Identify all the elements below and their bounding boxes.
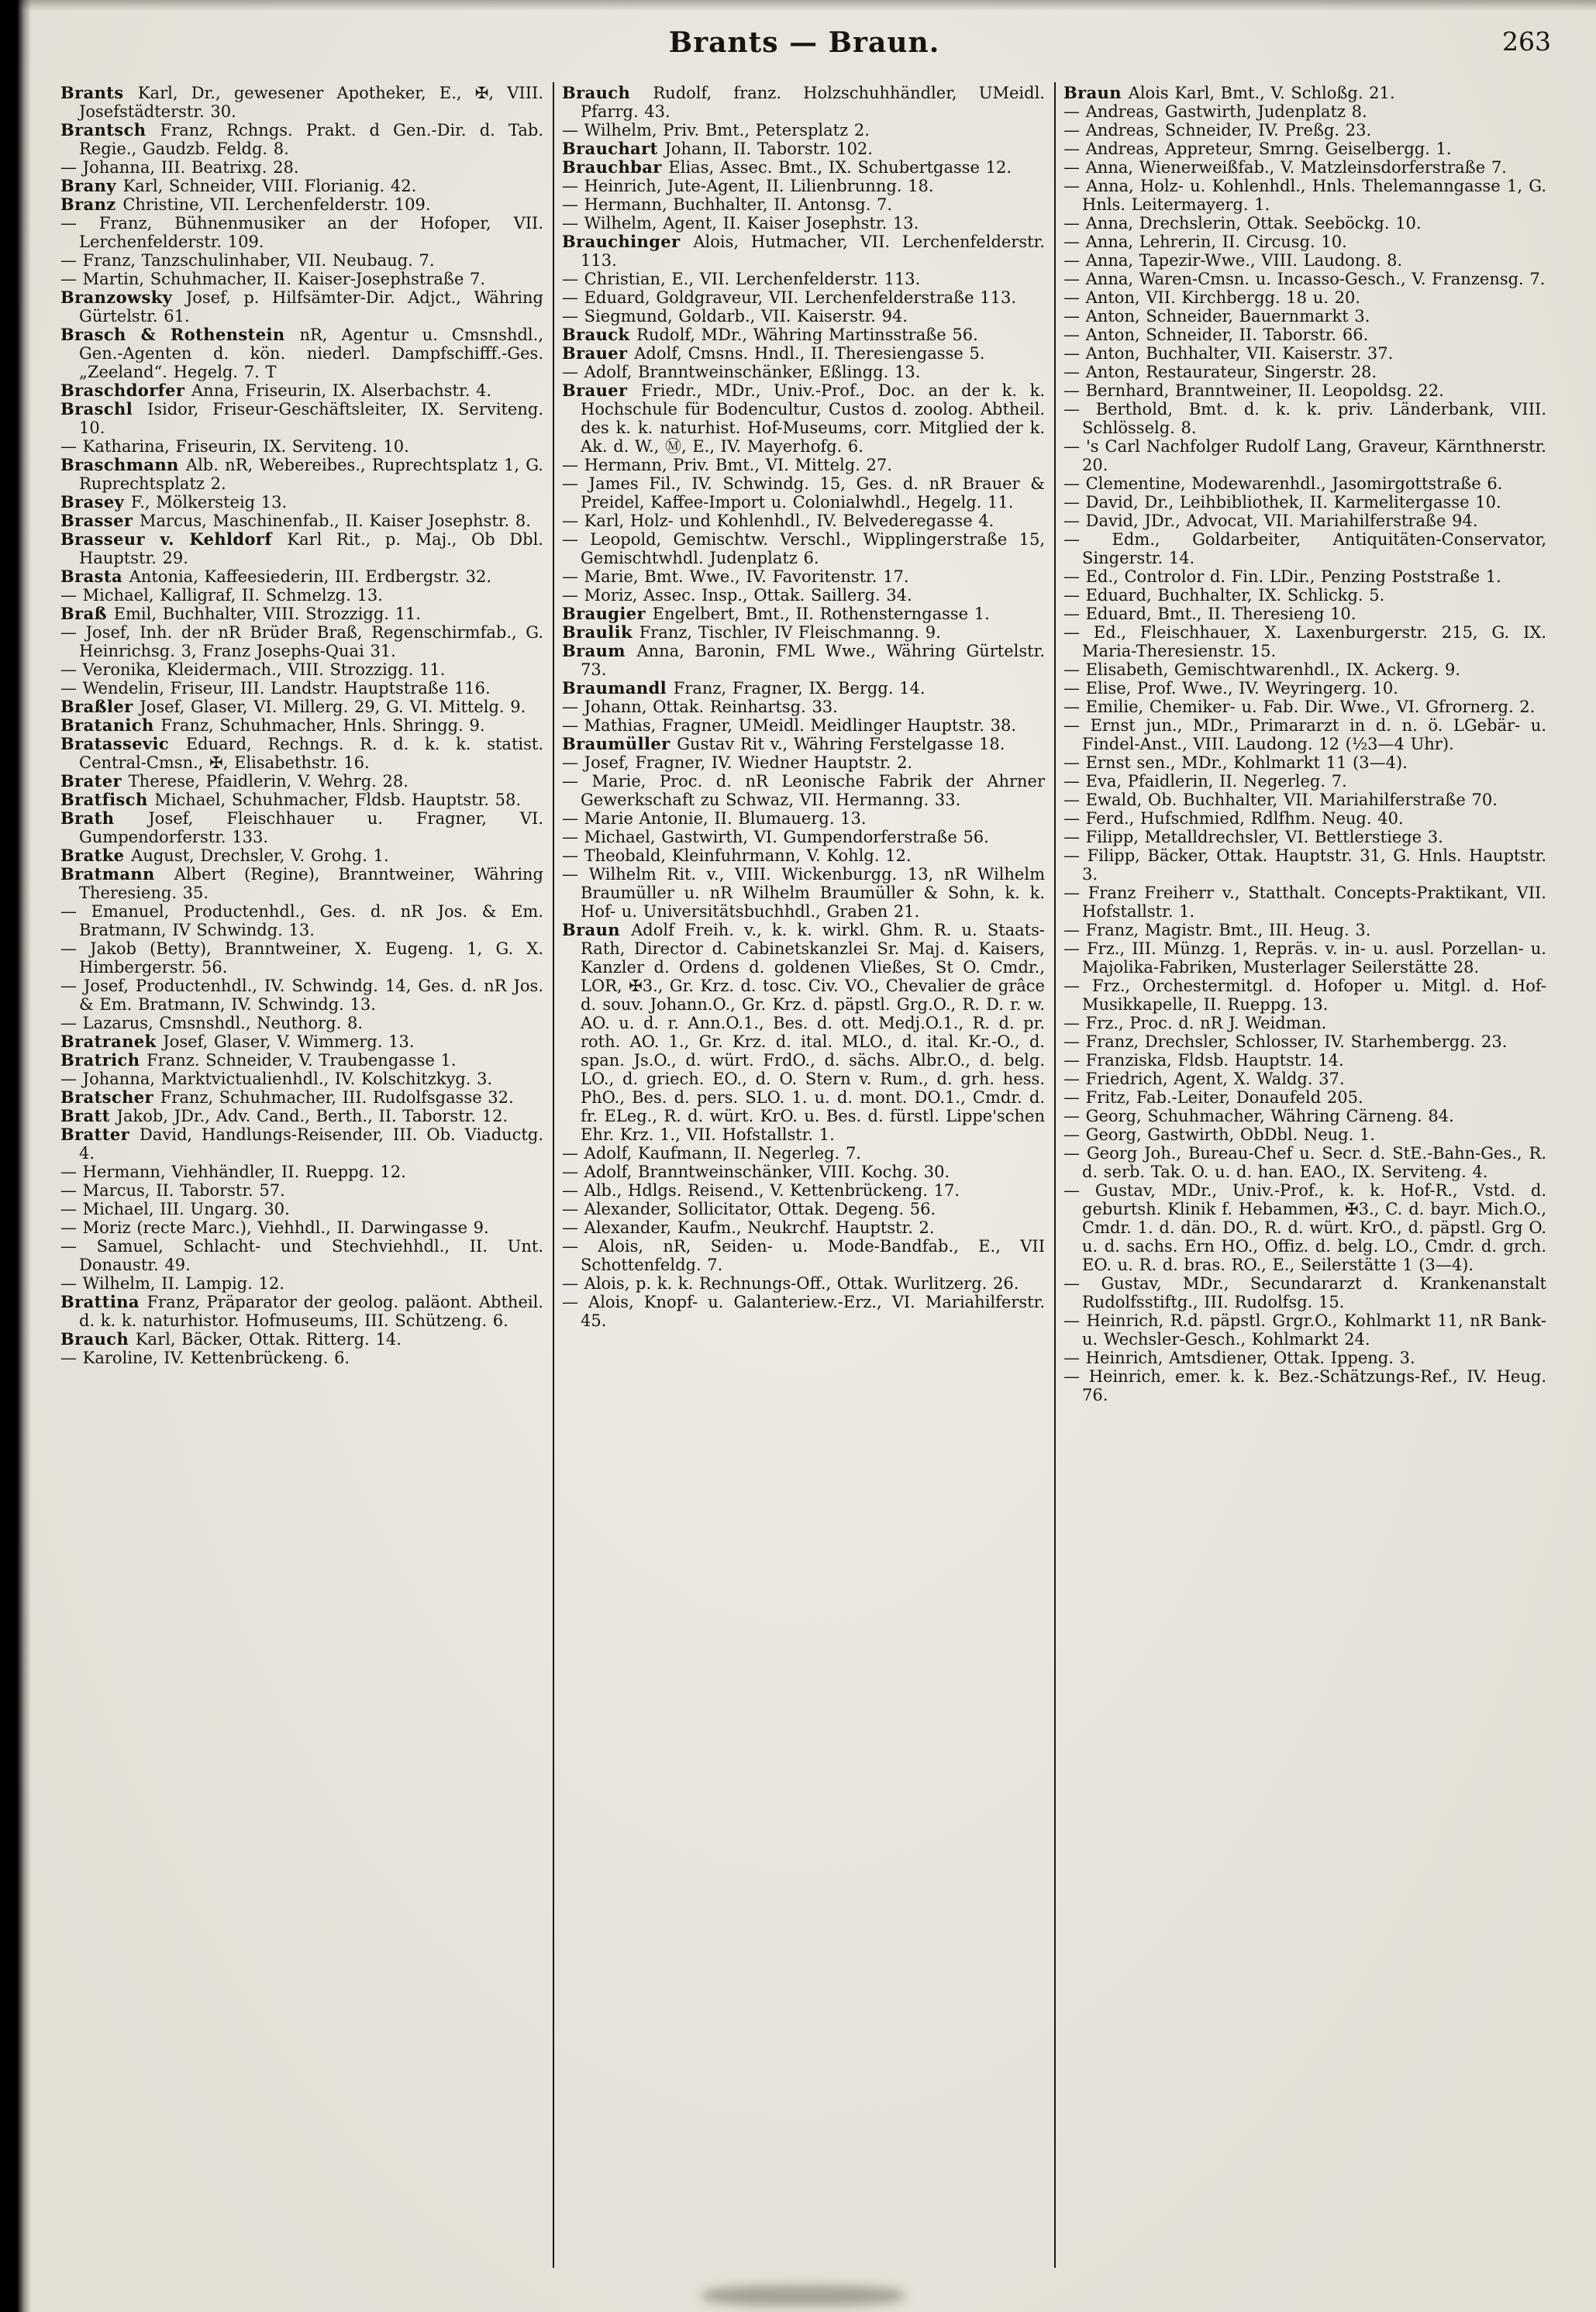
directory-entry: Brauchart Johann, II. Taborstr. 102. [562,139,873,158]
directory-entry: — Heinrich, R.d. päpstl. Grgr.O., Kohlmarkt 11, nR Bank- u. Wechsler-Gesch., Kohlmarkt 24. [1063,1311,1546,1349]
directory-entry: Bratke August, Drechsler, V. Grohg. 1. [60,846,389,865]
directory-entry: — Eduard, Goldgraveur, VII. Lerchenfelderstraße 113. [562,288,1017,307]
directory-entry: — Theobald, Kleinfuhrmann, V. Kohlg. 12. [562,846,912,865]
entry-surname: Brany [60,176,123,195]
directory-entry: — Hermann, Viehhändler, II. Rueppg. 12. [60,1163,406,1181]
directory-entry: — Anton, Buchhalter, VII. Kaiserstr. 37. [1063,344,1394,363]
directory-entry: — Marcus, II. Taborstr. 57. [60,1181,285,1200]
entry-surname: Brasseur v. Kehldorf [60,529,288,549]
directory-entry: — David, Dr., Leihbibliothek, II. Karmelitergasse 10. [1063,493,1501,512]
entry-surname: Braum [562,641,637,660]
directory-entry: — Marie, Bmt. Wwe., IV. Favoritenstr. 17. [562,567,909,586]
directory-entry: Bratranek Josef, Glaser, V. Wimmerg. 13. [60,1032,415,1051]
directory-entry: — Franz, Magistr. Bmt., III. Heug. 3. [1063,921,1371,939]
directory-entry: — Andreas, Schneider, IV. Preßg. 23. [1063,121,1372,140]
page-number: 263 [1502,26,1551,57]
directory-entry: — Anna, Tapezir-Wwe., VIII. Laudong. 8. [1063,251,1403,270]
directory-entry: Bratrich Franz. Schneider, V. Traubengasse 1. [60,1050,457,1070]
entry-surname: Braugier [562,604,653,623]
directory-entry: — Andreas, Gastwirth, Judenplatz 8. [1063,102,1367,121]
entry-surname: Braschmann [60,455,186,474]
directory-entry: — Josef, Fragner, IV. Wiedner Hauptstr. 2. [562,753,913,772]
directory-entry: — Anna, Wienerweißfab., V. Matzleinsdorferstraße 7. [1063,158,1507,177]
scan-top-shadow [0,0,1596,11]
page-header [53,26,1556,71]
directory-entry: Braschl Isidor, Friseur-Geschäftsleiter, IX. Serviteng. 10. [60,399,543,437]
directory-entry: — Elisabeth, Gemischtwarenhdl., IX. Ackerg. 9. [1063,660,1460,679]
directory-entry: — Michael, Kalligraf, II. Schmelzg. 13. [60,586,383,605]
directory-entry: — Emilie, Chemiker- u. Fab. Dir. Wwe., VI. Gfrornerg. 2. [1063,698,1536,716]
directory-entry: — Heinrich, Jute-Agent, II. Lilienbrunng. 18. [562,177,934,195]
directory-entry: — Alb., Hdlgs. Reisend., V. Kettenbrückeng. 17. [562,1181,960,1200]
directory-entry: — Clementine, Modewarenhdl., Jasomirgottstraße 6. [1063,474,1503,493]
directory-entry: Brauchbar Elias, Assec. Bmt., IX. Schubertgasse 12. [562,157,1012,177]
directory-entry: Branzowsky Josef, p. Hilfsämter-Dir. Adjct., Währing Gürtelstr. 61. [60,288,543,326]
entry-surname: Braschl [60,399,148,419]
directory-entry: — Johanna, Marktvictualienhdl., IV. Kolschitzkyg. 3. [60,1070,493,1088]
directory-entry: — Gustav, MDr., Secundararzt d. Krankenanstalt Rudolfsstiftg., III. Rudolfsg. 15. [1063,1274,1546,1311]
entry-surname: Bratranek [60,1032,164,1051]
directory-entry: Brattina Franz, Präparator der geolog. paläont. Abtheil. d. k. k. naturhistor. Hofmuseums, III. Schützeng. 6. [60,1292,543,1330]
directory-entry: — Samuel, Schlacht- und Stechviehhdl., II. Unt. Donaustr. 49. [60,1237,543,1274]
directory-entry: — Eduard, Buchhalter, IX. Schlickg. 5. [1063,586,1385,605]
directory-entry: Brauer Friedr., MDr., Univ.-Prof., Doc. an der k. k. Hochschule für Bodencultur, Custos d. zoolog. Abtheil. des k. k. naturhist. Hof-Museums, corr. Mitglied der k. Ak. d. W., Ⓜ, E., IV. Mayerhofg. 6. [562,381,1045,456]
directory-entry: Brany Karl, Schneider, VIII. Florianig. 42. [60,176,417,195]
directory-entry: — Michael, III. Ungarg. 30. [60,1200,290,1218]
scan-edge-shadow [0,0,31,2312]
directory-entry: — Frz., Proc. d. nR J. Weidman. [1063,1014,1327,1032]
directory-entry: Bratmann Albert (Regine), Branntweiner, Währing Theresieng. 35. [60,864,543,902]
directory-entry: — Frz., III. Münzg. 1, Repräs. v. in- u. ausl. Porzellan- u. Majolika-Fabriken, Musterlager Seilerstätte 28. [1063,939,1546,977]
directory-entry: — Martin, Schuhmacher, II. Kaiser-Josephstraße 7. [60,270,486,288]
directory-entry: — Andreas, Appreteur, Smrng. Geiselbergg. 1. [1063,140,1452,158]
directory-entry: Braum Anna, Baronin, FML Wwe., Währing Gürtelstr. 73. [562,641,1045,679]
directory-entry: Brants Karl, Dr., gewesener Apotheker, E., ✠, VIII. Josefstädterstr. 30. [60,83,543,121]
directory-entry: — Josef, Inh. der nR Brüder Braß, Regenschirmfab., G. Heinrichsg. 3, Franz Josephs-Quai 31. [60,623,543,660]
entry-surname: Braun [562,920,632,939]
column-2 [553,82,1054,2268]
entry-surname: Bratfisch [60,790,155,809]
directory-entry: — Anton, Schneider, II. Taborstr. 66. [1063,326,1369,344]
directory-entry: Branz Christine, VII. Lerchenfelderstr. 109. [60,195,431,214]
directory-entry: Braumüller Gustav Rit v., Währing Ferstelgasse 18. [562,734,1005,753]
directory-entry: — Jakob (Betty), Branntweiner, X. Eugeng. 1, G. X. Himbergerstr. 56. [60,939,543,977]
directory-entry: — Wendelin, Friseur, III. Landstr. Hauptstraße 116. [60,679,491,698]
directory-entry: — Ferd., Hufschmied, Rdlfhm. Neug. 40. [1063,809,1404,828]
directory-entry: — Adolf, Branntweinschänker, VIII. Kochg. 30. [562,1163,950,1181]
entry-surname: Bratmann [60,864,174,884]
directory-entry: — Anna, Waren-Cmsn. u. Incasso-Gesch., V. Franzensg. 7. [1063,270,1546,288]
directory-entry: Brauch Karl, Bäcker, Ottak. Ritterg. 14. [60,1329,402,1349]
entry-surname: Brauck [562,325,637,344]
column-3 [1054,82,1556,2268]
directory-entry: Bratassevic Eduard, Rechngs. R. d. k. k. statist. Central-Cmsn., ✠, Elisabethstr. 16. [60,734,544,772]
directory-entry: — 's Carl Nachfolger Rudolf Lang, Graveur, Kärnthnerstr. 20. [1063,437,1546,474]
entry-surname: Brasch & Rothenstein [60,325,300,344]
directory-entry: — Moriz, Assec. Insp., Ottak. Saillerg. 34. [562,586,912,605]
directory-entry: — Marie, Proc. d. nR Leonische Fabrik der Ahrner Gewerkschaft zu Schwaz, VII. Hermanng. 33. [562,772,1045,809]
entry-surname: Bratscher [60,1087,160,1107]
directory-entry: — Michael, Gastwirth, VI. Gumpendorferstraße 56. [562,828,989,846]
directory-entry: — Veronika, Kleidermach., VIII. Strozzigg. 11. [60,660,446,679]
directory-entry: — Wilhelm, II. Lampig. 12. [60,1274,284,1293]
directory-entry: — Mathias, Fragner, UMeidl. Meidlinger Hauptstr. 38. [562,716,1017,735]
directory-entry: — James Fil., IV. Schwindg. 15, Ges. d. nR Brauer & Preidel, Kaffee-Import u. Colonialwhdl., Hegelg. 11. [562,474,1045,512]
directory-entry: — Wilhelm, Priv. Bmt., Petersplatz 2. [562,121,870,140]
directory-entry: Braßler Josef, Glaser, VI. Millerg. 29, G. VI. Mittelg. 9. [60,697,526,716]
directory-entry: — Friedrich, Agent, X. Waldg. 37. [1063,1070,1345,1088]
directory-entry: — Emanuel, Productenhdl., Ges. d. nR Jos. & Em. Bratmann, IV Schwindg. 13. [60,902,543,939]
directory-entry: — Georg, Gastwirth, ObDbl. Neug. 1. [1063,1125,1376,1144]
directory-entry: Brasseur v. Kehldorf Karl Rit., p. Maj., Ob Dbl. Hauptstr. 29. [60,529,543,567]
directory-entry: — Ewald, Ob. Buchhalter, VII. Mariahilferstraße 70. [1063,791,1498,809]
directory-entry: — Frz., Orchestermitgl. d. Hofoper u. Mitgl. d. Hof-Musikkapelle, II. Rueppg. 13. [1063,977,1546,1014]
directory-entry: — Alois, Knopf- u. Galanteriew.-Erz., VI. Mariahilferstr. 45. [562,1293,1045,1330]
directory-entry: — Eva, Pfaidlerin, II. Negerleg. 7. [1063,772,1347,791]
directory-entry: — Anton, VII. Kirchbergg. 18 u. 20. [1063,288,1360,307]
entry-surname: Braulik [562,622,639,642]
directory-entry: — Elise, Prof. Wwe., IV. Weyringerg. 10. [1063,679,1398,698]
directory-entry: — Anna, Drechslerin, Ottak. Seeböckg. 10. [1063,214,1422,233]
directory-entry: — Alexander, Sollicitator, Ottak. Degeng. 56. [562,1200,936,1218]
directory-entry: Braß Emil, Buchhalter, VIII. Strozzigg. 11. [60,604,422,623]
directory-entry: Braschmann Alb. nR, Webereibes., Ruprechtsplatz 1, G. Ruprechtsplatz 2. [60,455,543,493]
directory-entry: — Franz, Tanzschulinhaber, VII. Neubaug. 7. [60,251,435,270]
directory-entry: — Katharina, Friseurin, IX. Serviteng. 10. [60,437,409,456]
directory-entry: — Alois, p. k. k. Rechnungs-Off., Ottak. Wurlitzerg. 26. [562,1274,1019,1293]
directory-entry: — Adolf, Kaufmann, II. Negerleg. 7. [562,1144,861,1163]
entry-surname: Braun [1063,83,1129,102]
directory-entry: — Lazarus, Cmsnshdl., Neuthorg. 8. [60,1014,363,1032]
entry-surname: Braumüller [562,734,677,753]
directory-entry: Bratter David, Handlungs-Reisender, III. Ob. Viaductg. 4. [60,1125,543,1163]
directory-entry: — Filipp, Metalldrechsler, VI. Bettlerstiege 3. [1063,828,1443,846]
directory-entry: — Christian, E., VII. Lerchenfelderstr. 113. [562,270,921,288]
directory-entry: — Anna, Lehrerin, II. Circusg. 10. [1063,233,1347,251]
directory-entry: — Franziska, Fldsb. Hauptstr. 14. [1063,1051,1344,1070]
entry-surname: Bratrich [60,1050,147,1070]
directory-entry: Braschdorfer Anna, Friseurin, IX. Alserbachstr. 4. [60,381,492,400]
directory-entry: — Johanna, III. Beatrixg. 28. [60,158,299,177]
scan-smudge [702,2286,904,2306]
directory-entry: — Ernst jun., MDr., Primararzt in d. n. ö. LGebär- u. Findel-Anst., VIII. Laudong. 12 (½3—4 Uhr). [1063,716,1546,753]
directory-entry: Brauck Rudolf, MDr., Währing Martinsstraße 56. [562,325,978,344]
directory-entry: — Gustav, MDr., Univ.-Prof., k. k. Hof-R., Vstd. d. geburtsh. Klinik f. Hebammen, ✠3., C. d. bayr. Mich.O., Cmdr. 1. d. dän. DO., R. d. würt. KrO., d. päpstl. Grg O. u. d. sachs. Ern HO., Offiz. d. belg. LO., Cmdr. d. grch. EO. u. R. d. bras. RO., E., Seilerstätte 1 (3—4). [1063,1181,1546,1274]
directory-entry: — Leopold, Gemischtw. Verschl., Wipplingerstraße 15, Gemischtwhdl. Judenplatz 6. [562,530,1045,567]
directory-entry: — Hermann, Buchhalter, II. Antonsg. 7. [562,195,893,214]
entry-surname: Branz [60,195,123,214]
directory-entry: — Ernst sen., MDr., Kohlmarkt 11 (3—4). [1063,753,1408,772]
directory-entry: — Eduard, Bmt., II. Theresieng 10. [1063,605,1356,623]
directory-entry: Brasey F., Mölkersteig 13. [60,492,288,512]
directory-entry: — Wilhelm Rit. v., VIII. Wickenburgg. 13, nR Wilhelm Braumüller u. nR Wilhelm Braumüller & Sohn, k. k. Hof- u. Universitätsbuchhdl., Graben 21. [562,865,1045,921]
directory-entry: Braun Alois Karl, Bmt., V. Schloßg. 21. [1063,83,1395,102]
directory-entry: — Georg Joh., Bureau-Chef u. Secr. d. StE.-Bahn-Ges., R. d. serb. Tak. O. u. d. han. EAO., IX. Serviteng. 4. [1063,1144,1546,1181]
directory-entry: Brantsch Franz, Rchngs. Prakt. d Gen.-Dir. d. Tab. Regie., Gaudzb. Feldg. 8. [60,120,543,158]
entry-surname: Bratanich [60,715,161,735]
directory-entry: Braumandl Franz, Fragner, IX. Bergg. 14. [562,678,926,698]
directory-entry: Brauer Adolf, Cmsns. Hndl., II. Theresiengasse 5. [562,343,985,363]
directory-entry: — Alexander, Kaufm., Neukrchf. Hauptstr. 2. [562,1218,935,1237]
directory-entry: — Wilhelm, Agent, II. Kaiser Josephstr. 13. [562,214,919,233]
directory-entry: Bratfisch Michael, Schuhmacher, Fldsb. Hauptstr. 58. [60,790,522,809]
directory-entry: Brasser Marcus, Maschinenfab., II. Kaiser Josephstr. 8. [60,511,531,530]
entry-surname: Brasser [60,511,140,530]
column-1 [53,82,553,2268]
directory-entry: — Karoline, IV. Kettenbrückeng. 6. [60,1349,350,1367]
directory-entry: — Anton, Schneider, Bauernmarkt 3. [1063,307,1370,326]
entry-surname: Brauch [562,83,653,102]
entry-surname: Branzowsky [60,288,186,307]
entry-surname: Braßler [60,697,140,716]
entry-surname: Brattina [60,1292,147,1311]
directory-entry: Brauchinger Alois, Hutmacher, VII. Lerchenfelderstr. 113. [562,232,1045,270]
directory-entry: — Franz, Bühnenmusiker an der Hofoper, VII. Lerchenfelderstr. 109. [60,214,543,251]
directory-entry: — Josef, Productenhdl., IV. Schwindg. 14, Ges. d. nR Jos. & Em. Bratmann, IV. Schwindg. 13. [60,977,543,1014]
entry-surname: Braß [60,604,114,623]
directory-entry: — Hermann, Priv. Bmt., VI. Mittelg. 27. [562,456,892,474]
directory-entry: Bratanich Franz, Schuhmacher, Hnls. Shringg. 9. [60,715,485,735]
entry-surname: Brauchinger [562,232,694,251]
directory-entry: — Heinrich, Amtsdiener, Ottak. Ippeng. 3. [1063,1349,1415,1367]
entry-surname: Brath [60,808,149,828]
entry-surname: Braumandl [562,678,674,698]
directory-entry: — Berthold, Bmt. d. k. k. priv. Länderbank, VIII. Schlösselg. 8. [1063,400,1546,437]
directory-entry: — Bernhard, Branntweiner, II. Leopoldsg. 22. [1063,381,1444,400]
entry-surname: Brauer [562,381,642,400]
directory-entry: — Alois, nR, Seiden- u. Mode-Bandfab., E., VII Schottenfeldg. 7. [562,1237,1045,1274]
entry-surname: Brauchbar [562,157,669,177]
directory-entry: — Filipp, Bäcker, Ottak. Hauptstr. 31, G. Hnls. Hauptstr. 3. [1063,846,1546,884]
directory-entry: — David, JDr., Advocat, VII. Mariahilferstraße 94. [1063,512,1478,530]
directory-entry: Brasta Antonia, Kaffeesiederin, III. Erdbergstr. 32. [60,567,492,586]
directory-entry: — Franz, Drechsler, Schlosser, IV. Starhembergg. 23. [1063,1032,1508,1051]
directory-entry: Brauch Rudolf, franz. Holzschuhhändler, UMeidl. Pfarrg. 43. [562,83,1045,121]
entry-surname: Brantsch [60,120,160,140]
directory-entry: — Heinrich, emer. k. k. Bez.-Schätzungs-Ref., IV. Heug. 76. [1063,1367,1546,1404]
directory-entry: — Moriz (recte Marc.), Viehhdl., II. Darwingasse 9. [60,1218,489,1237]
entry-surname: Bratt [60,1106,117,1125]
directory-entry: — Anna, Holz- u. Kohlenhdl., Hnls. Thelemanngasse 1, G. Hnls. Leitermayerg. 1. [1063,177,1546,214]
directory-entry: Brath Josef, Fleischhauer u. Fragner, VI. Gumpendorferstr. 133. [60,808,543,846]
directory-entry: — Fritz, Fab.-Leiter, Donaufeld 205. [1063,1088,1363,1107]
directory-entry: Braun Adolf Freih. v., k. k. wirkl. Ghm. R. u. Staats-Rath, Director d. Cabinetskanzlei Sr. Maj. d. Kaisers, Kanzler d. Ordens d. goldenen Vließes, St O. Cmdr., LOR, ✠3., Gr. Krz. d. tosc. Civ. VO., Chevalier de grâce d. souv. Johann.O., Gr. Krz. d. päpstl. Grg.O., R. D. r. w. AO. u. d. r. Ann.O.1., Bes. d. ott. Medj.O.1., R. d. pr. roth. AO. 1., Gr. Krz. d. ital. MLO., d. ital. Kr.-O., d. span. Js.O., d. würt. FrdO., d. sächs. Albr.O., d. belg. LO., d. griech. EO., d. O. Stern v. Rum., d. grh. hess. PhO., Bes. d. pers. SLO. 1. u. d. mont. DO.1., Cmdr. d. fr. ELeg., R. d. würt. KrO. u. Bes. d. fürstl. Lippe'schen Ehr. Krz. 1., VII. Hofstallstr. 1. [562,920,1045,1144]
directory-entry: Brater Therese, Pfaidlerin, V. Wehrg. 28. [60,771,408,791]
entry-surname: Brauchart [562,139,665,158]
directory-entry: Braulik Franz, Tischler, IV Fleischmanng. 9. [562,622,941,642]
entry-surname: Braschdorfer [60,381,192,400]
directory-entry: Bratscher Franz, Schuhmacher, III. Rudolfsgasse 32. [60,1087,514,1107]
directory-entry: — Ed., Controlor d. Fin. LDir., Penzing Poststraße 1. [1063,567,1501,586]
entry-surname: Bratassevic [60,734,186,753]
entry-surname: Bratter [60,1125,140,1144]
entry-surname: Brants [60,83,138,102]
entry-surname: Brauer [562,343,635,363]
entry-surname: Brasey [60,492,131,512]
entry-surname: Brater [60,771,129,791]
directory-entry: — Karl, Holz- und Kohlenhdl., IV. Belvederegasse 4. [562,512,994,530]
running-title: Brants — Braun. [668,26,940,59]
directory-entry: Bratt Jakob, JDr., Adv. Cand., Berth., II. Taborstr. 12. [60,1106,508,1125]
directory-entry: — Georg, Schuhmacher, Währing Cärneng. 84. [1063,1107,1454,1125]
directory-entry: — Anton, Restaurateur, Singerstr. 28. [1063,363,1377,381]
entry-surname: Brasta [60,567,129,586]
entry-surname: Bratke [60,846,132,865]
directory-entry: — Edm., Goldarbeiter, Antiquitäten-Conservator, Singerstr. 14. [1063,530,1546,567]
directory-entry: — Adolf, Branntweinschänker, Eßlingg. 13. [562,363,921,381]
directory-entry: — Ed., Fleischhauer, X. Laxenburgerstr. 215, G. IX. Maria-Theresienstr. 15. [1063,623,1546,660]
directory-entry: — Franz Freiherr v., Statthalt. Concepts-Praktikant, VII. Hofstallstr. 1. [1063,884,1546,921]
directory-entry: — Siegmund, Goldarb., VII. Kaiserstr. 94. [562,307,908,326]
directory-entry: — Johann, Ottak. Reinhartsg. 33. [562,698,838,716]
entry-surname: Brauch [60,1329,136,1349]
directory-entry: — Marie Antonie, II. Blumauerg. 13. [562,809,867,828]
columns-container [53,82,1556,2268]
directory-entry: Brasch & Rothenstein nR, Agentur u. Cmsnshdl., Gen.-Agenten d. kön. niederl. Dampfschifff.-Ges. „Zeeland“. Hegelg. 7. T [60,325,543,381]
directory-entry: Braugier Engelbert, Bmt., II. Rothensterngasse 1. [562,604,990,623]
